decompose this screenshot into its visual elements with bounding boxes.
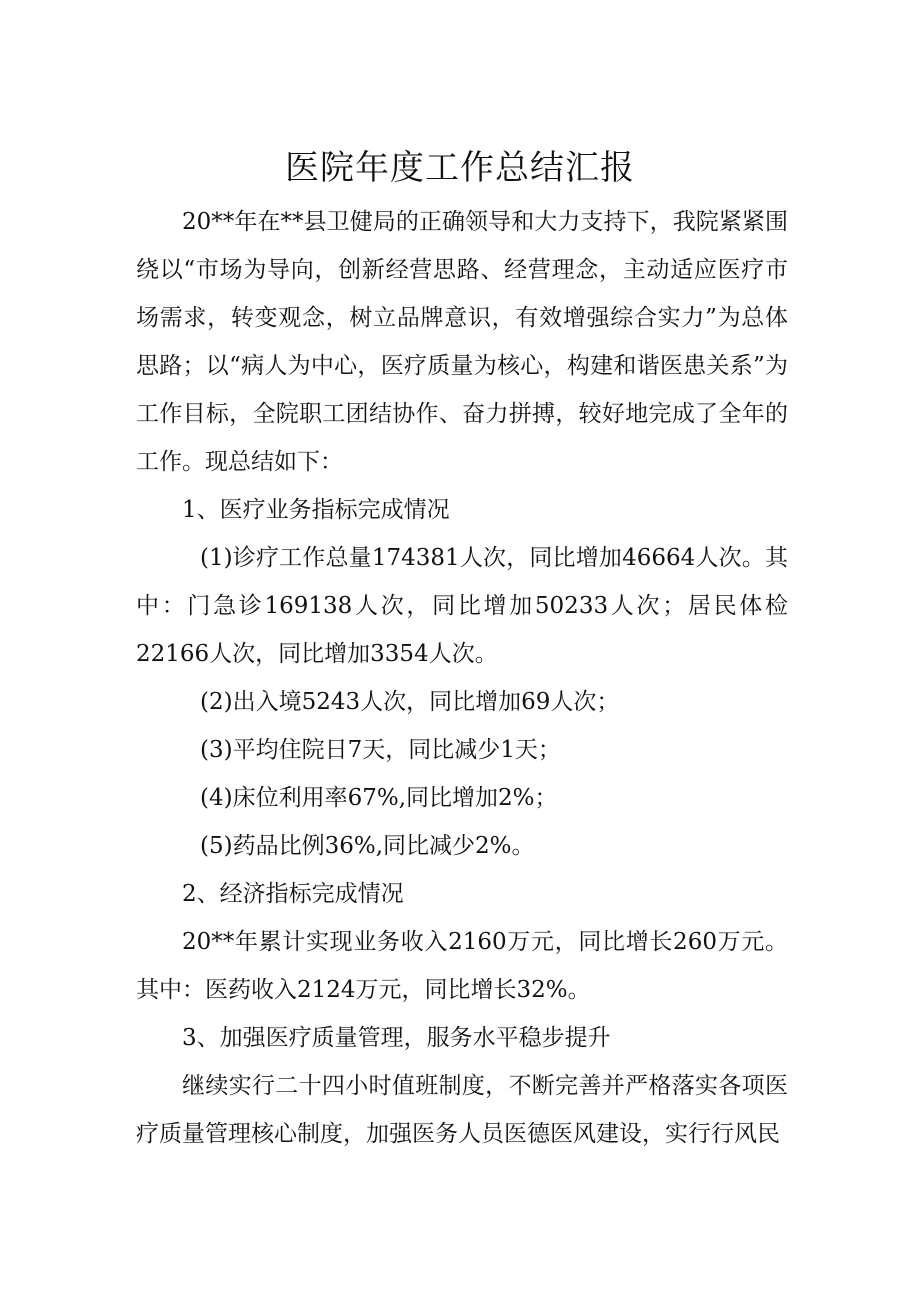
document-title: 医院年度工作总结汇报: [285, 148, 635, 188]
document-body: [136, 198, 788, 1158]
section-heading-medical-indicators: 1、医疗业务指标完成情况: [182, 497, 450, 523]
indicator-item-2: (2)出入境5243人次，同比增加69人次；: [200, 689, 620, 715]
intro-paragraph: 20**年在**县卫健局的正确领导和大力支持下，我院紧紧围绕以“市场为导向，创新经营思路、经营理念，主动适应医疗市场需求，转变观念，树立品牌意识，有效增强综合实力”为总体思路；以“病人为中心，医疗质量为核心，构建和谐医患关系”为工作目标，全院职工团结协作、奋力拼搏，较好地完成了全年的工作。现总结如下：: [136, 209, 788, 475]
indicator-item-3: (3)平均住院日7天，同比减少1天；: [200, 737, 561, 763]
section-heading-economic-indicators: 2、经济指标完成情况: [182, 881, 404, 907]
indicator-item-1: (1)诊疗工作总量174381人次，同比增加46664人次。其中：门急诊169138人次，同比增加50233人次；居民体检22166人次，同比增加3354人次。: [136, 545, 788, 667]
quality-paragraph: 继续实行二十四小时值班制度，不断完善并严格落实各项医疗质量管理核心制度，加强医务人员医德医风建设，实行行风民: [136, 1073, 788, 1147]
section-heading-quality-management: 3、加强医疗质量管理，服务水平稳步提升: [182, 1025, 611, 1051]
indicator-item-4: (4)床位利用率67%,同比增加2%；: [200, 785, 558, 811]
indicator-item-5: (5)药品比例36%,同比减少2%。: [200, 833, 535, 859]
economic-paragraph: 20**年累计实现业务收入2160万元，同比增长260万元。其中：医药收入2124万元，同比增长32%。: [136, 929, 788, 1003]
